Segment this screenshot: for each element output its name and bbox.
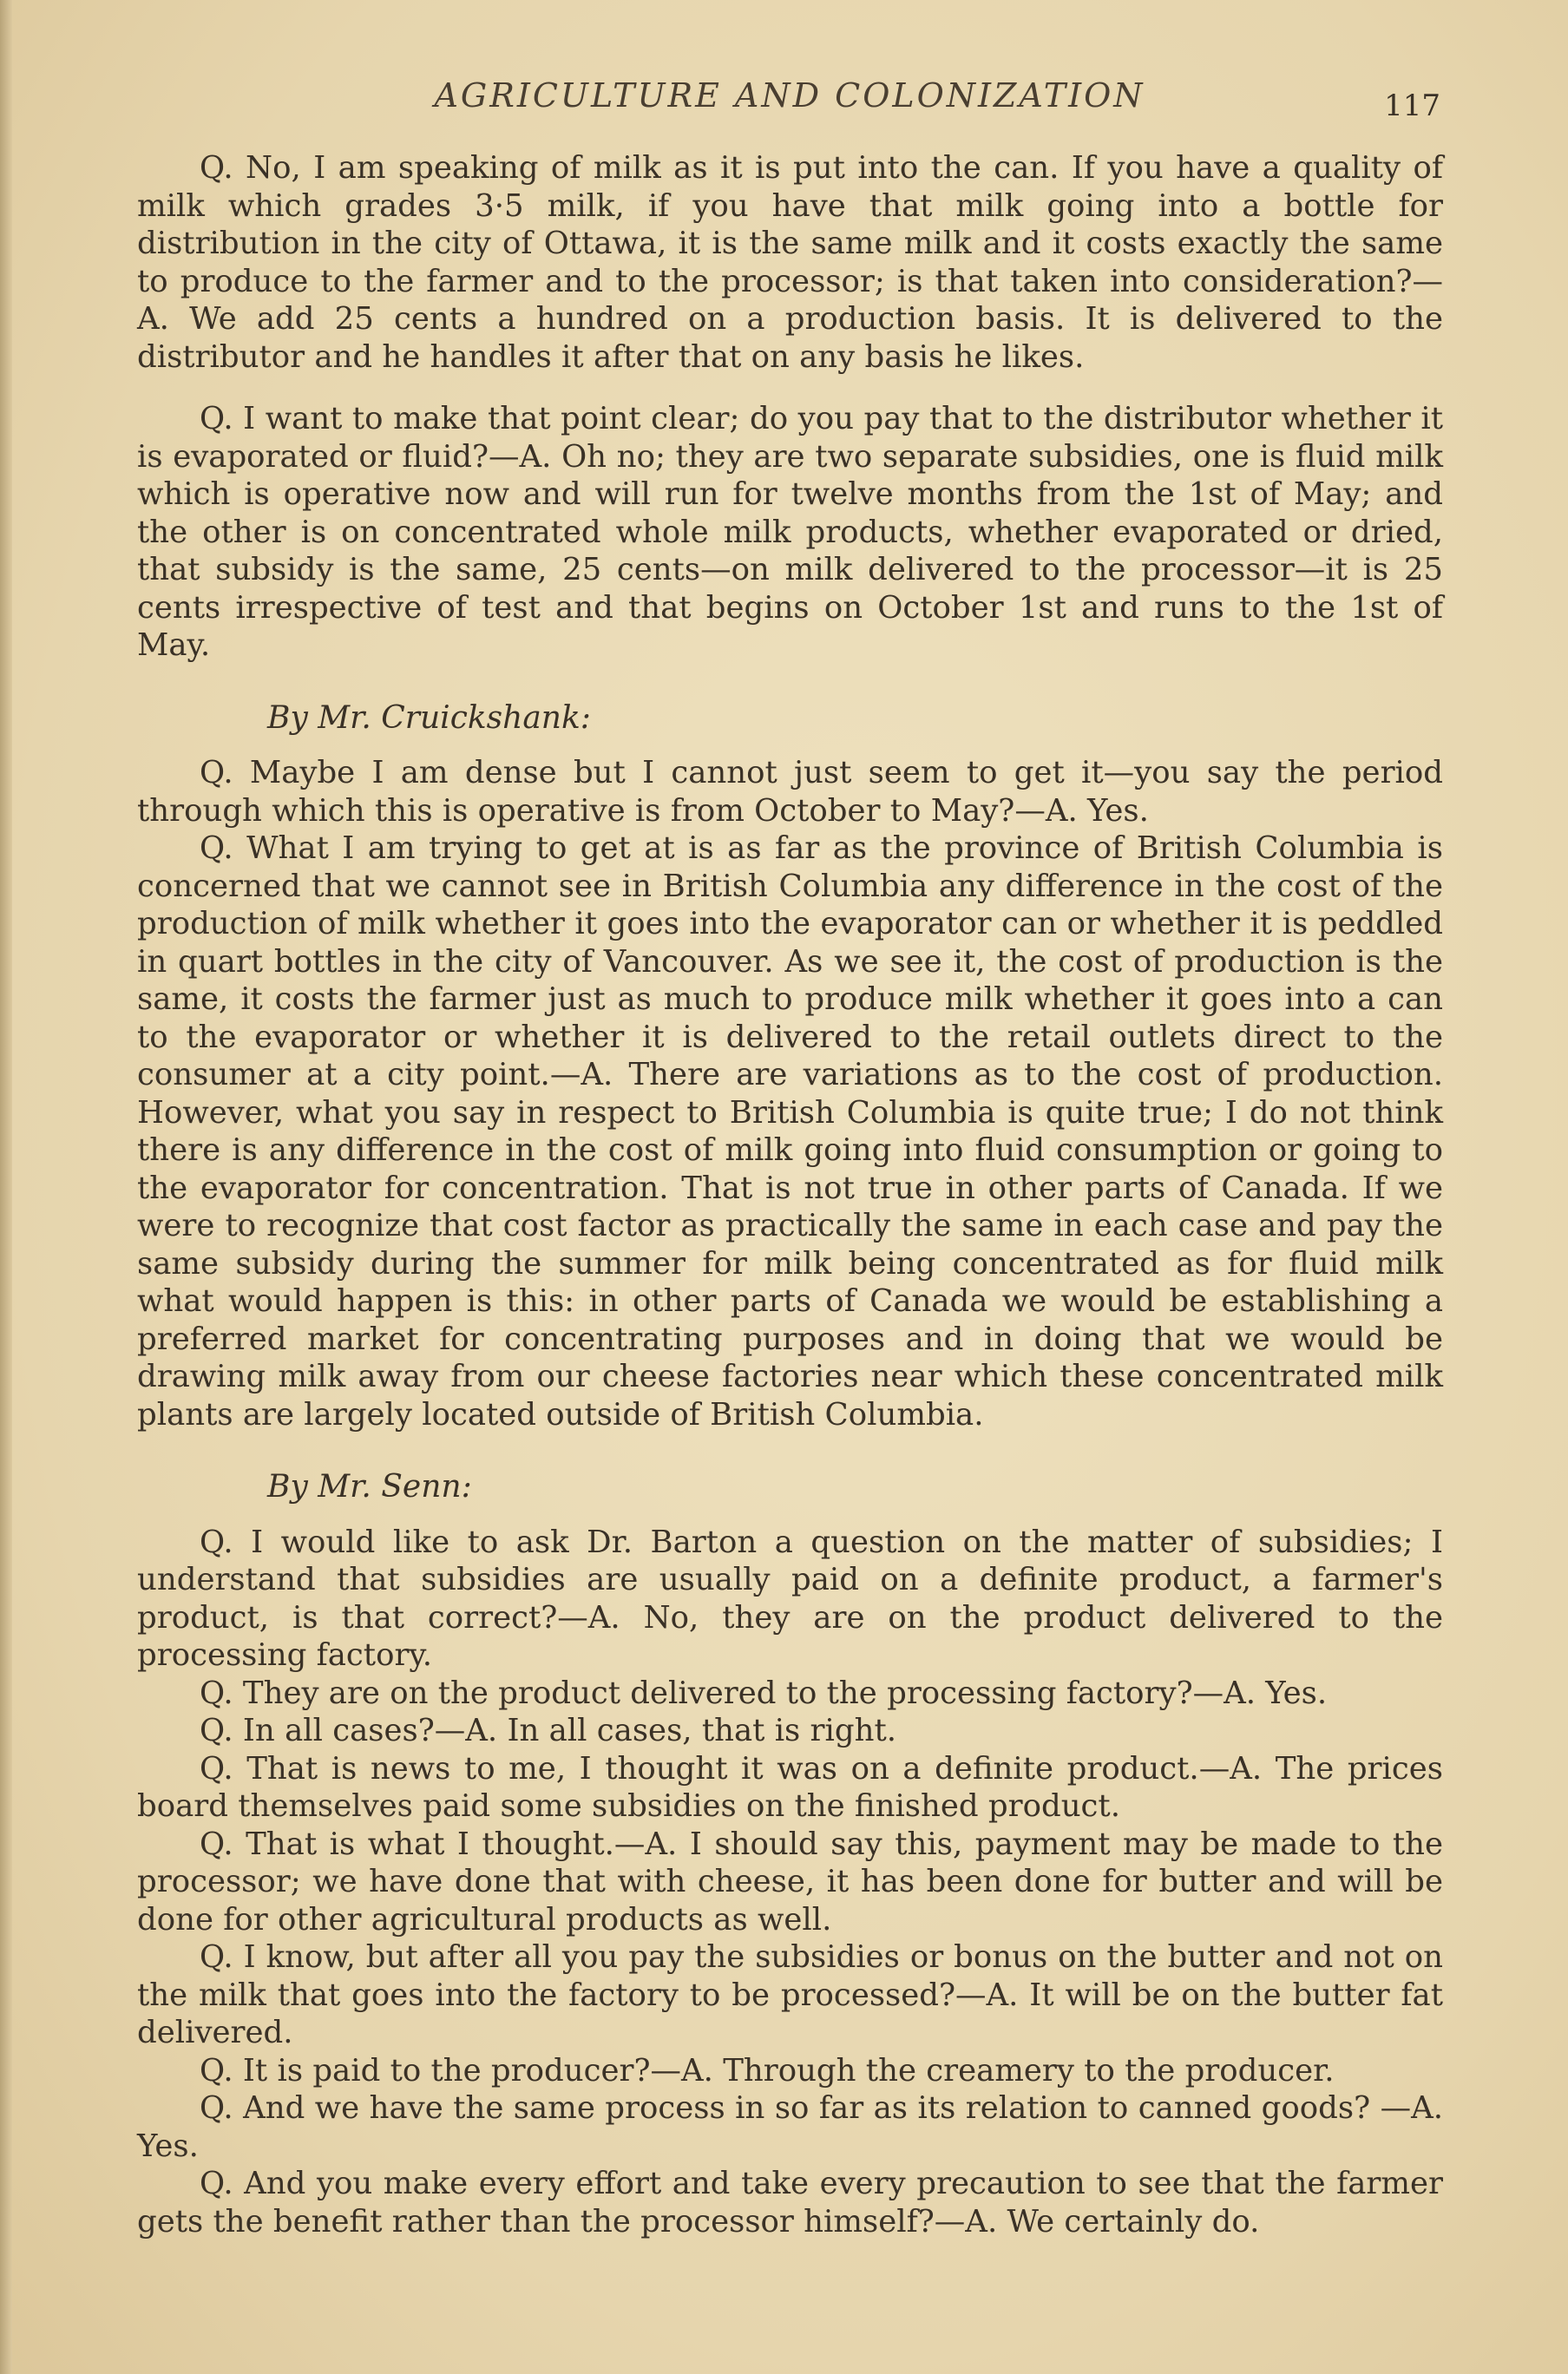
paragraph: Q. What I am trying to get at is as far as the province of British Columbia is concerned that we cannot see in British Columbia any difference in the cost of the production of milk whether it goes into the evaporator can or whether it is peddled in quart bottles in the city of Vancouver. As we see it, the cost of production is the same, it costs the farmer just as much to produce milk whether it goes into a can to the evaporator or whether it is delivered to the retail outlets direct to the consumer at a city point.—A. There are variations as to the cost of production. However, what you say in respect to British Columbia is quite true; I do not think there is any difference in the cost of milk going into fluid consumption or going to the evaporator for concentration. That is not true in other parts of Canada. If we were to recognize that cost factor as practically the same in each case and pay the same subsidy during the summer for milk being concentrated as for fluid milk what would happen is this: in other parts of Canada we would be establishing a preferred market for concentrating purposes and in doing that we would be drawing milk away from our cheese factories near which these concentrated milk plants are largely located outside of British Columbia. — [137, 830, 1443, 1433]
paragraph: Q. And we have the same process in so far as its relation to canned goods? —A. Yes. — [137, 2090, 1443, 2164]
running-header — [139, 76, 1440, 128]
paragraph: Q. That is news to me, I thought it was on a definite product.—A. The prices board themselves paid some subsidies on the finished product. — [137, 1750, 1443, 1824]
paragraph: Q. I want to make that point clear; do you pay that to the distributor whether it is evaporated or fluid?—A. Oh no; they are two separate subsidies, one is fluid milk which is operative now and will run for twelve months from the 1st of May; and the other is on concentrated whole milk products, whether evaporated or dried, that subsidy is the same, 25 cents—on milk delivered to the processor—it is 25 cents irrespective of test and that begins on October 1st and runs to the 1st of May. — [137, 401, 1443, 663]
paragraph: Q. They are on the product delivered to the processing factory?—A. Yes. — [200, 1675, 1328, 1711]
paragraph: Q. I know, but after all you pay the subsidies or bonus on the butter and not on the milk that goes into the factory to be processed?—A. It will be on the butter fat delivered. — [137, 1939, 1443, 2050]
speaker-heading: By Mr. Cruickshank: — [267, 699, 591, 736]
paragraph: Q. That is what I thought.—A. I should say this, payment may be made to the processor; we have done that with cheese, it has been done for butter and will be done for other agricultural products as well. — [137, 1826, 1443, 1938]
running-title: AGRICULTURE AND COLONIZATION — [434, 76, 1145, 115]
paragraph: Q. In all cases?—A. In all cases, that is right. — [200, 1713, 897, 1748]
speaker-heading: By Mr. Senn: — [267, 1469, 472, 1505]
paragraph: Q. And you make every effort and take every precaution to see that the farmer gets the benefit rather than the processor himself?—A. We certainly do. — [137, 2166, 1443, 2240]
page-binding-edge — [0, 0, 12, 2374]
page-body — [137, 149, 1443, 2240]
paragraph: Q. I would like to ask Dr. Barton a question on the matter of subsidies; I understand that subsidies are usually paid on a definite product, a farmer's product, is that correct?—A. No, they are on the product delivered to the processing factory. — [137, 1524, 1443, 1673]
paragraph: Q. Maybe I am dense but I cannot just seem to get it—you say the period through which this is operative is from October to May?—A. Yes. — [137, 755, 1443, 829]
page-number: 117 — [1384, 89, 1440, 123]
paragraph: Q. No, I am speaking of milk as it is put into the can. If you have a quality of milk which grades 3·5 milk, if you have that milk going into a bottle for distribution in the city of Ottawa, it is the same milk and it costs exactly the same to produce to the farmer and to the processor; is that taken into consideration?—A. We add 25 cents a hundred on a production basis. It is delivered to the distributor and he handles it after that on any basis he likes. — [137, 150, 1443, 375]
paragraph: Q. It is paid to the producer?—A. Through the creamery to the producer. — [200, 2052, 1335, 2089]
